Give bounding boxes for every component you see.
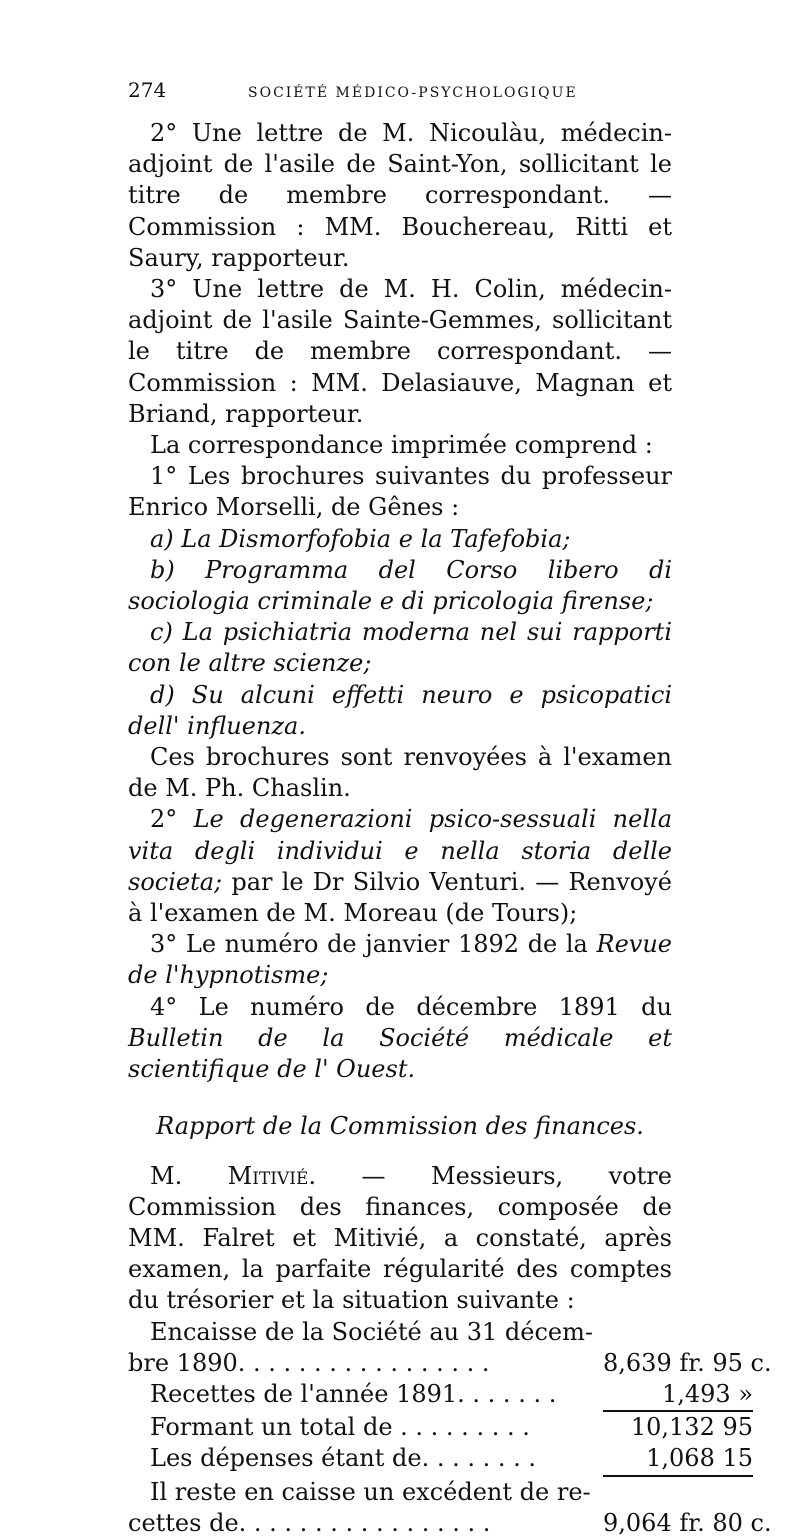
list-item: b) Programma del Corso libero di sociologia criminale e di pricologia firense; — [128, 555, 672, 616]
paragraph: 1° Les brochures suivantes du professeur Enrico Morselli, de Gênes : — [128, 462, 672, 522]
finance-label: bre 1890. . . . . . . . . . . . . . . . . — [128, 1348, 490, 1377]
finance-table — [128, 1317, 772, 1539]
finance-amount: 8,639 fr. 95 c. — [603, 1348, 772, 1377]
finance-amount: 1,493 » — [603, 1379, 753, 1412]
page-header — [128, 78, 672, 118]
finance-label: Formant un total de . . . . . . . . . — [150, 1413, 530, 1442]
body-text — [128, 118, 672, 1317]
speaker-name: M. Mitivié. — [150, 1161, 317, 1190]
finance-amount: 1,068 15 — [603, 1443, 753, 1476]
finance-label: cettes de. . . . . . . . . . . . . . . . . — [128, 1508, 491, 1537]
finance-label: Les dépenses étant de. . . . . . . . — [150, 1444, 537, 1473]
paragraph: Ces brochures sont renvoyées à l'examen de M. Ph. Chaslin. — [128, 743, 672, 803]
paragraph: 2° Une lettre de M. Nicoulàu, médecin-adjoint de l'asile de Saint-Yon, sollicitant le titre de membre correspondant. — Commission : MM. Bouchereau, Ritti et Saury, rapporteur. — [128, 119, 672, 272]
list-item: d) Su alcuni effetti neuro e psicopatici dell' influenza. — [128, 680, 672, 740]
finance-label: Il reste en caisse un excédent de re- — [150, 1477, 591, 1506]
paragraph: 4° Le numéro de décembre 1891 du Bulletin de la Société médicale et scientifique de l' Ouest. — [128, 992, 672, 1084]
paragraph: 3° Le numéro de janvier 1892 de la Revue de l'hypnotisme; — [128, 930, 672, 990]
page-number: 274 — [128, 78, 167, 102]
list-item: a) La Dismorfofobia e la Tafefobia; — [150, 524, 571, 553]
finance-amount: 10,132 95 — [630, 1413, 754, 1442]
finance-amount: 9,064 fr. 80 c. — [603, 1508, 772, 1537]
paragraph: La correspondance imprimée comprend : — [150, 431, 653, 460]
section-title: Rapport de la Commission des finances. — [156, 1112, 644, 1141]
paragraph: M. Mitivié. — Messieurs, votre Commission des finances, composée de MM. Falret et Mitivié, a constaté, après examen, la parfaite régularité des comptes du trésorier et la situation suivante : — [128, 1161, 672, 1315]
list-item: c) La psichiatria moderna nel sui rapporti con le altre scienze; — [128, 618, 672, 678]
paragraph: 2° Le degenerazioni psico-sessuali nella vita degli individui e nella storia delle societa; par le Dr Silvio Venturi. — Renvoyé à l'examen de M. Moreau (de Tours); — [128, 805, 672, 928]
paragraph: 3° Une lettre de M. H. Colin, médecin-adjoint de l'asile Sainte-Gemmes, sollicitant le titre de membre correspondant. — Commission : MM. Delasiauve, Magnan et Briand, rapporteur. — [128, 275, 672, 428]
finance-label: Encaisse de la Société au 31 décem- — [150, 1317, 594, 1346]
running-title: SOCIÉTÉ MÉDICO-PSYCHOLOGIQUE — [248, 85, 578, 101]
finance-label: Recettes de l'année 1891. . . . . . . — [150, 1379, 557, 1408]
